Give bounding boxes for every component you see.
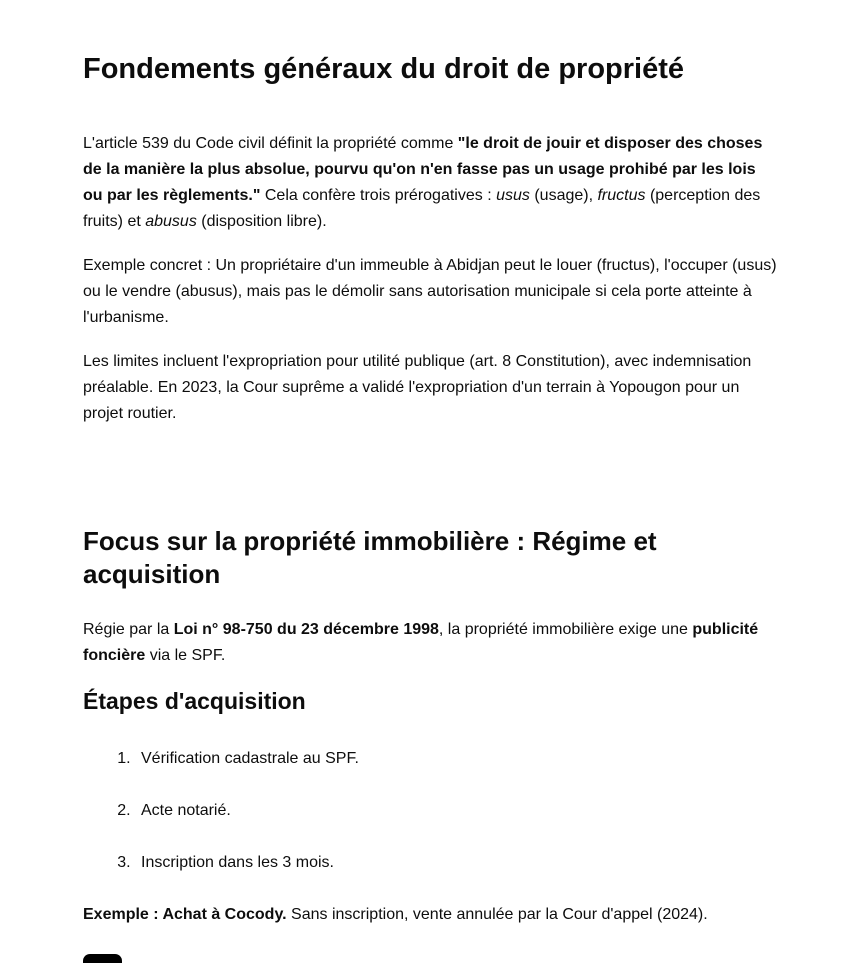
paragraph-exemple-cocody <box>83 902 778 928</box>
p1-text-seg2: (perception des fruits) et <box>83 187 761 230</box>
list-item-inscription: 3. Inscription dans les 3 mois. <box>135 850 778 876</box>
heading-etapes: Étapes d'acquisition <box>83 688 306 714</box>
p5-text-rest: Sans inscription, vente annulée par la Cour d'appel (2024). <box>286 906 708 923</box>
p1-text-mid: Cela confère trois prérogatives : <box>260 187 497 204</box>
p1-bold-quote: "le droit de jouir et disposer des choses de la manière la plus absolue, pourvu qu'on n'en fasse pas un usage prohibé par les lois ou par les règlements." <box>83 135 763 204</box>
heading-fondements: Fondements généraux du droit de propriété <box>83 53 685 85</box>
p1-italic-usus: usus <box>496 187 530 204</box>
p4-bold-publicite: publicité foncière <box>83 621 759 664</box>
p1-italic-fructus: fructus <box>597 187 646 204</box>
p4-text-mid: , la propriété immobilière exige une <box>438 621 693 638</box>
list-item-acte: 2. Acte notarié. <box>135 798 778 824</box>
list-item-verification: 1. Vérification cadastrale au SPF. <box>135 746 778 772</box>
p1-text-seg3: (disposition libre). <box>196 213 327 230</box>
paragraph-exemple-concret: Exemple concret : Un propriétaire d'un immeuble à Abidjan peut le louer (fructus), l'occuper (usus) ou le vendre (abusus), mais pas le démolir sans autorisation municipale si cela porte atteinte à l'urbanisme. <box>83 257 777 326</box>
p4-text-post: via le SPF. <box>145 647 226 664</box>
paragraph-article-539 <box>83 131 778 235</box>
p4-text-pre: Régie par la <box>83 621 174 638</box>
p1-italic-abusus: abusus <box>145 213 197 230</box>
heading-focus-propriete: Focus sur la propriété immobilière : Régime et acquisition <box>83 526 657 589</box>
acquisition-steps-list <box>83 746 778 876</box>
p4-bold-loi: Loi n° 98-750 du 23 décembre 1998 <box>173 621 439 638</box>
p1-text-pre: L'article 539 du Code civil définit la propriété comme <box>83 135 458 152</box>
article-content <box>83 0 778 928</box>
p5-bold-exemple: Exemple : Achat à Cocody. <box>83 906 287 923</box>
paragraph-limites: Les limites incluent l'expropriation pour utilité publique (art. 8 Constitution), avec indemnisation préalable. En 2023, la Cour suprême a validé l'expropriation d'un terrain à Yopougon pour un projet routier. <box>83 353 752 422</box>
paragraph-regie <box>83 617 778 669</box>
p1-text-seg1: (usage), <box>529 187 598 204</box>
cutoff-black-button[interactable] <box>83 954 122 963</box>
